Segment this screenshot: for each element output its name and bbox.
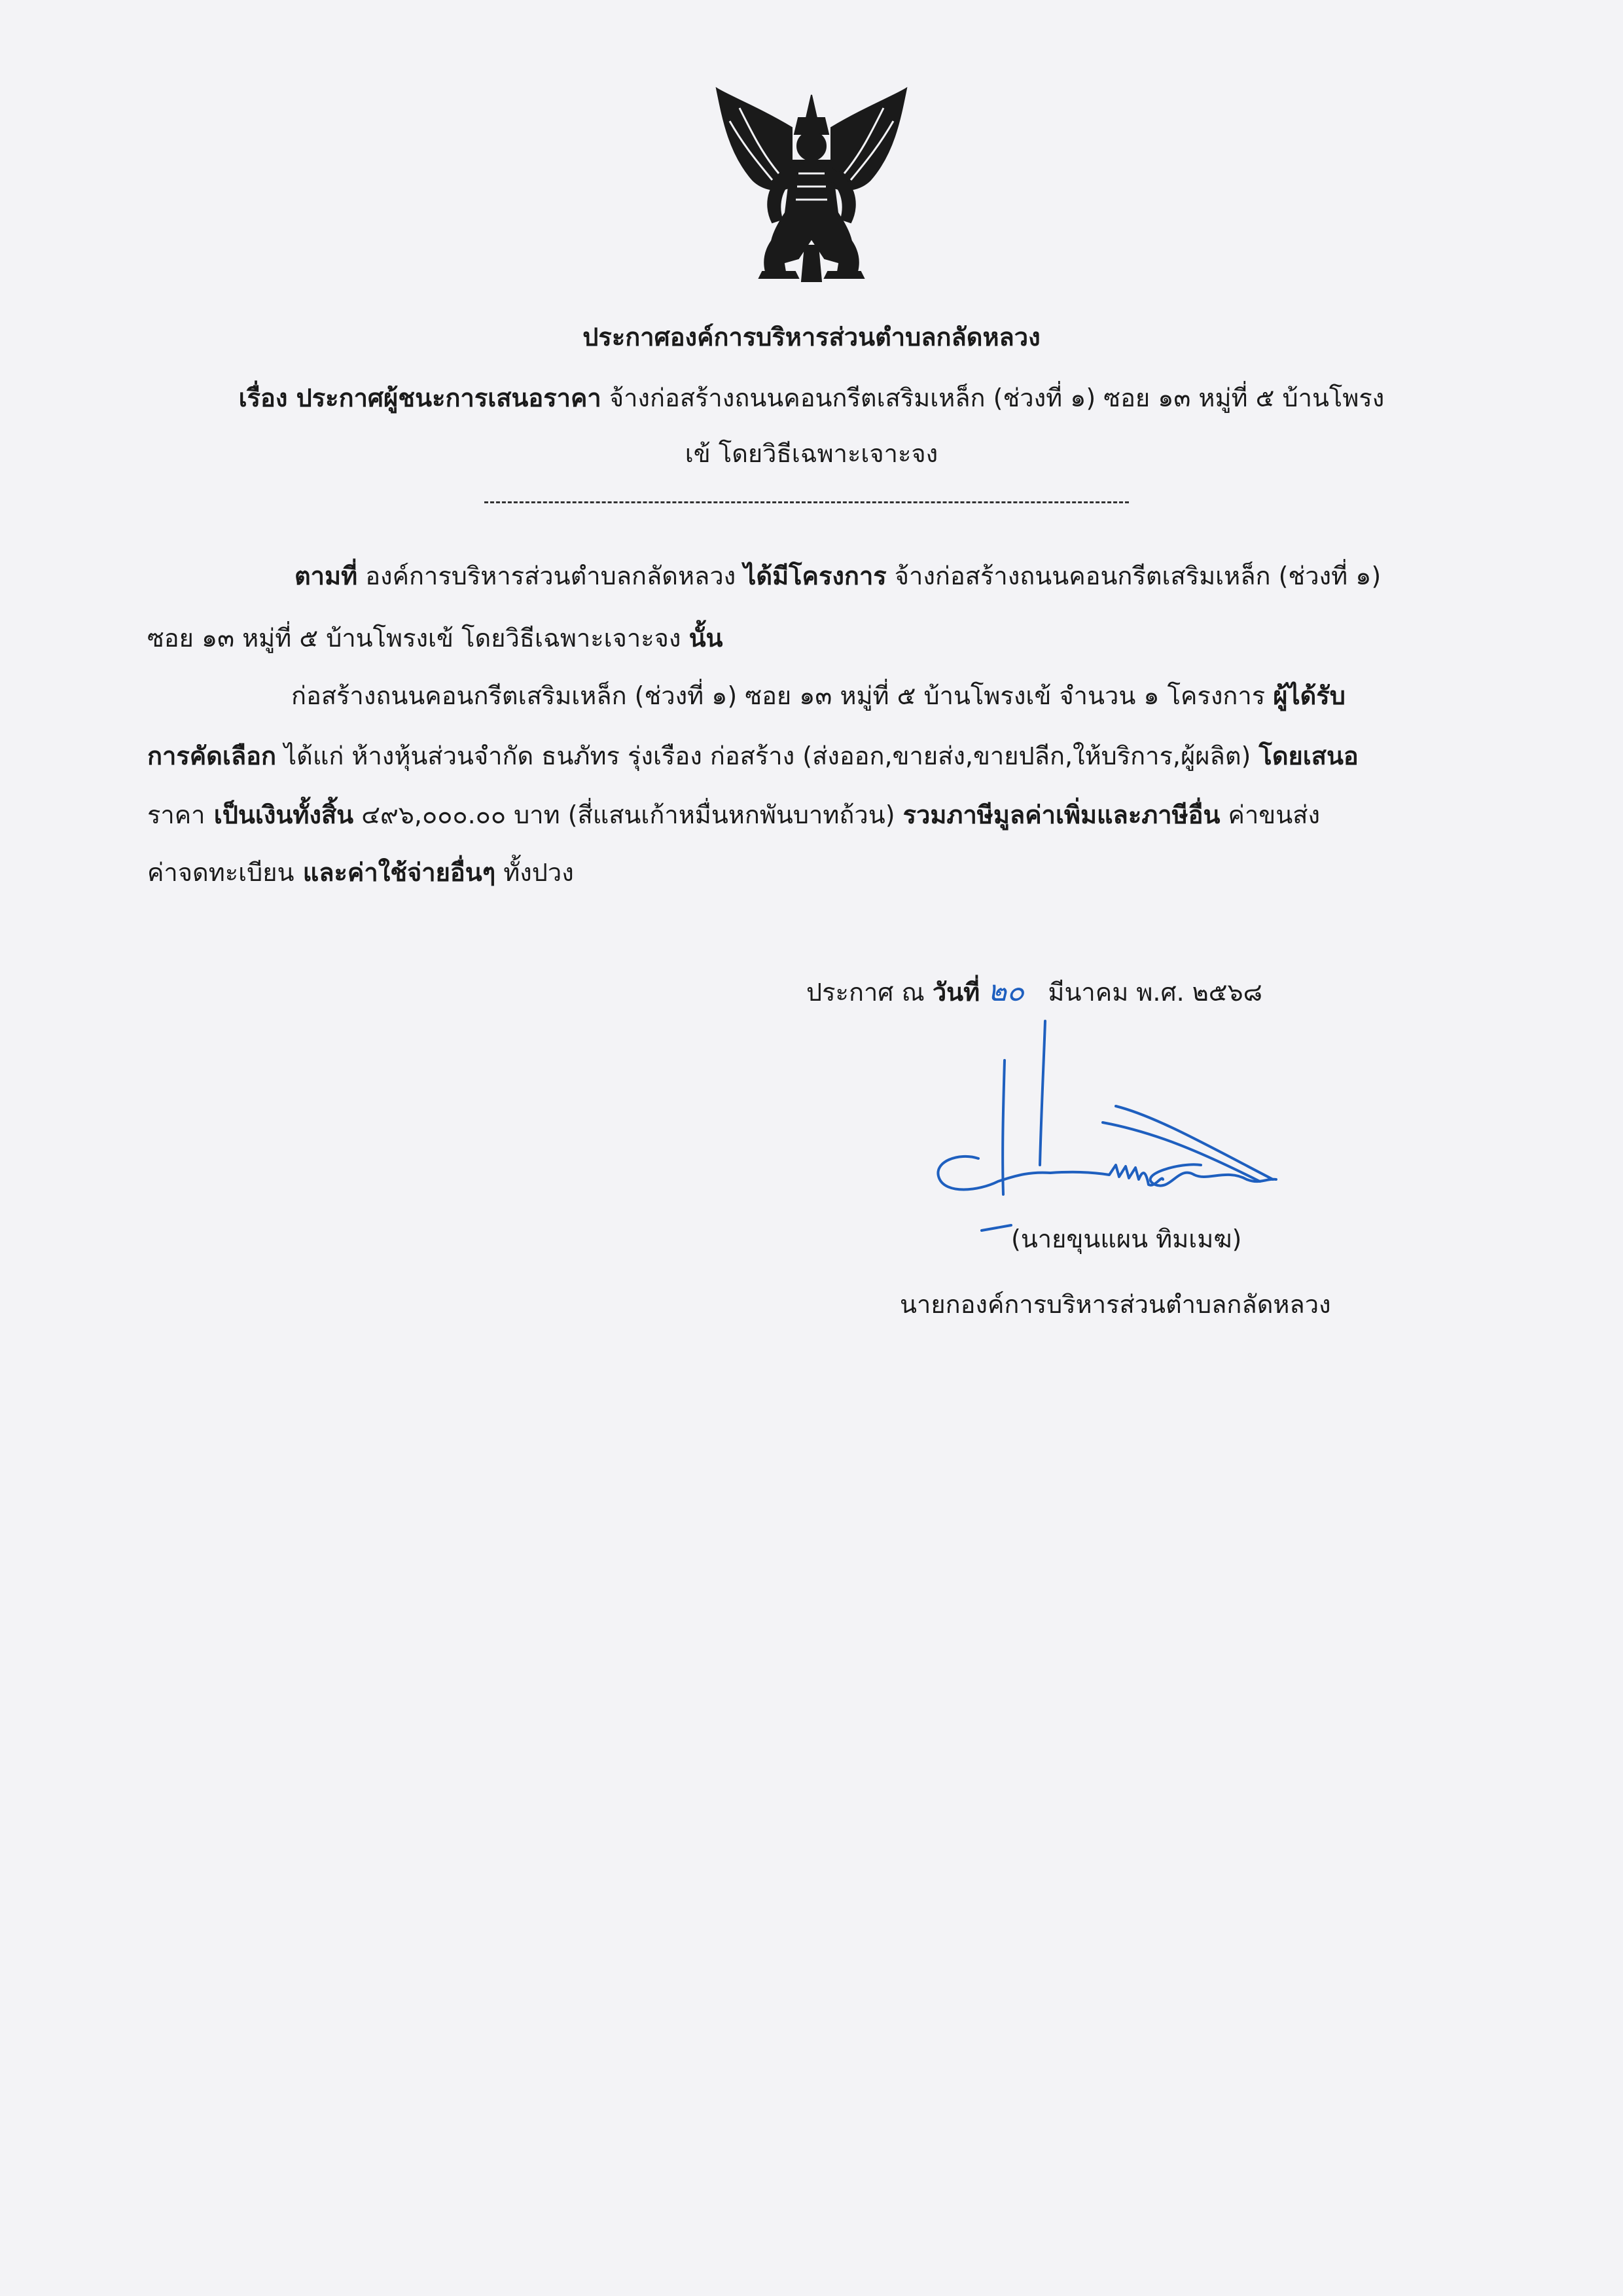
signer-position: นายกองค์การบริหารส่วนตำบลกลัดหลวง [900,1290,1331,1319]
announcement-title: ประกาศองค์การบริหารส่วนตำบลกลัดหลวง [582,323,1041,351]
garuda-emblem-icon [700,82,923,291]
signer-name: (นายขุนแผน ทิมเมฆ) [1011,1225,1242,1253]
handwritten-day: ๒๐ [988,975,1025,1008]
para1-line-2: ซอย ๑๓ หมู่ที่ ๕ บ้านโพรงเข้ โดยวิธีเฉพาะเจาะจง นั้น [147,624,723,653]
para2-line-3: ราคา เป็นเงินทั้งสิ้น ๔๙๖,๐๐๐.๐๐ บาท (สี่แสนเก้าหมื่นหกพันบาทถ้วน) รวมภาษีมูลค่าเพิ่มและภาษีอื่น ค่าขนส่ง [147,800,1321,829]
subject-text-1: จ้างก่อสร้างถนนคอนกรีตเสริมเหล็ก (ช่วงที่ ๑) ซอย ๑๓ หมู่ที่ ๕ บ้านโพรง [609,384,1385,412]
para1-line-1: ตามที่ องค์การบริหารส่วนตำบลกลัดหลวง ได้มีโครงการ จ้างก่อสร้างถนนคอนกรีตเสริมเหล็ก (ช่วงที่ ๑) [294,562,1382,590]
subject-label: เรื่อง ประกาศผู้ชนะการเสนอราคา [238,384,601,412]
para2-line-4: ค่าจดทะเบียน และค่าใช้จ่ายอื่นๆ ทั้งปวง [147,858,574,887]
separator-dashed-line [484,501,1129,503]
para2-line-1: ก่อสร้างถนนคอนกรีตเสริมเหล็ก (ช่วงที่ ๑) ซอย ๑๓ หมู่ที่ ๕ บ้านโพรงเข้ จำนวน ๑ โครงการ ผู้ได้รับ [291,681,1346,710]
para2-line-2: การคัดเลือก ได้แก่ ห้างหุ้นส่วนจำกัด ธนภัทร รุ่งเรือง ก่อสร้าง (ส่งออก,ขายส่ง,ขายปลีก,ให้บริการ,ผู้ผลิต) โดยเสนอ [147,742,1359,770]
announcement-date: ประกาศ ณ วันที่ ๒๐ มีนาคม พ.ศ. ๒๕๖๘ [806,975,1262,1008]
handwritten-signature [919,1008,1286,1257]
subject-line-1 [157,382,1466,414]
subject-line-2: เข้ โดยวิธีเฉพาะเจาะจง [685,439,938,468]
